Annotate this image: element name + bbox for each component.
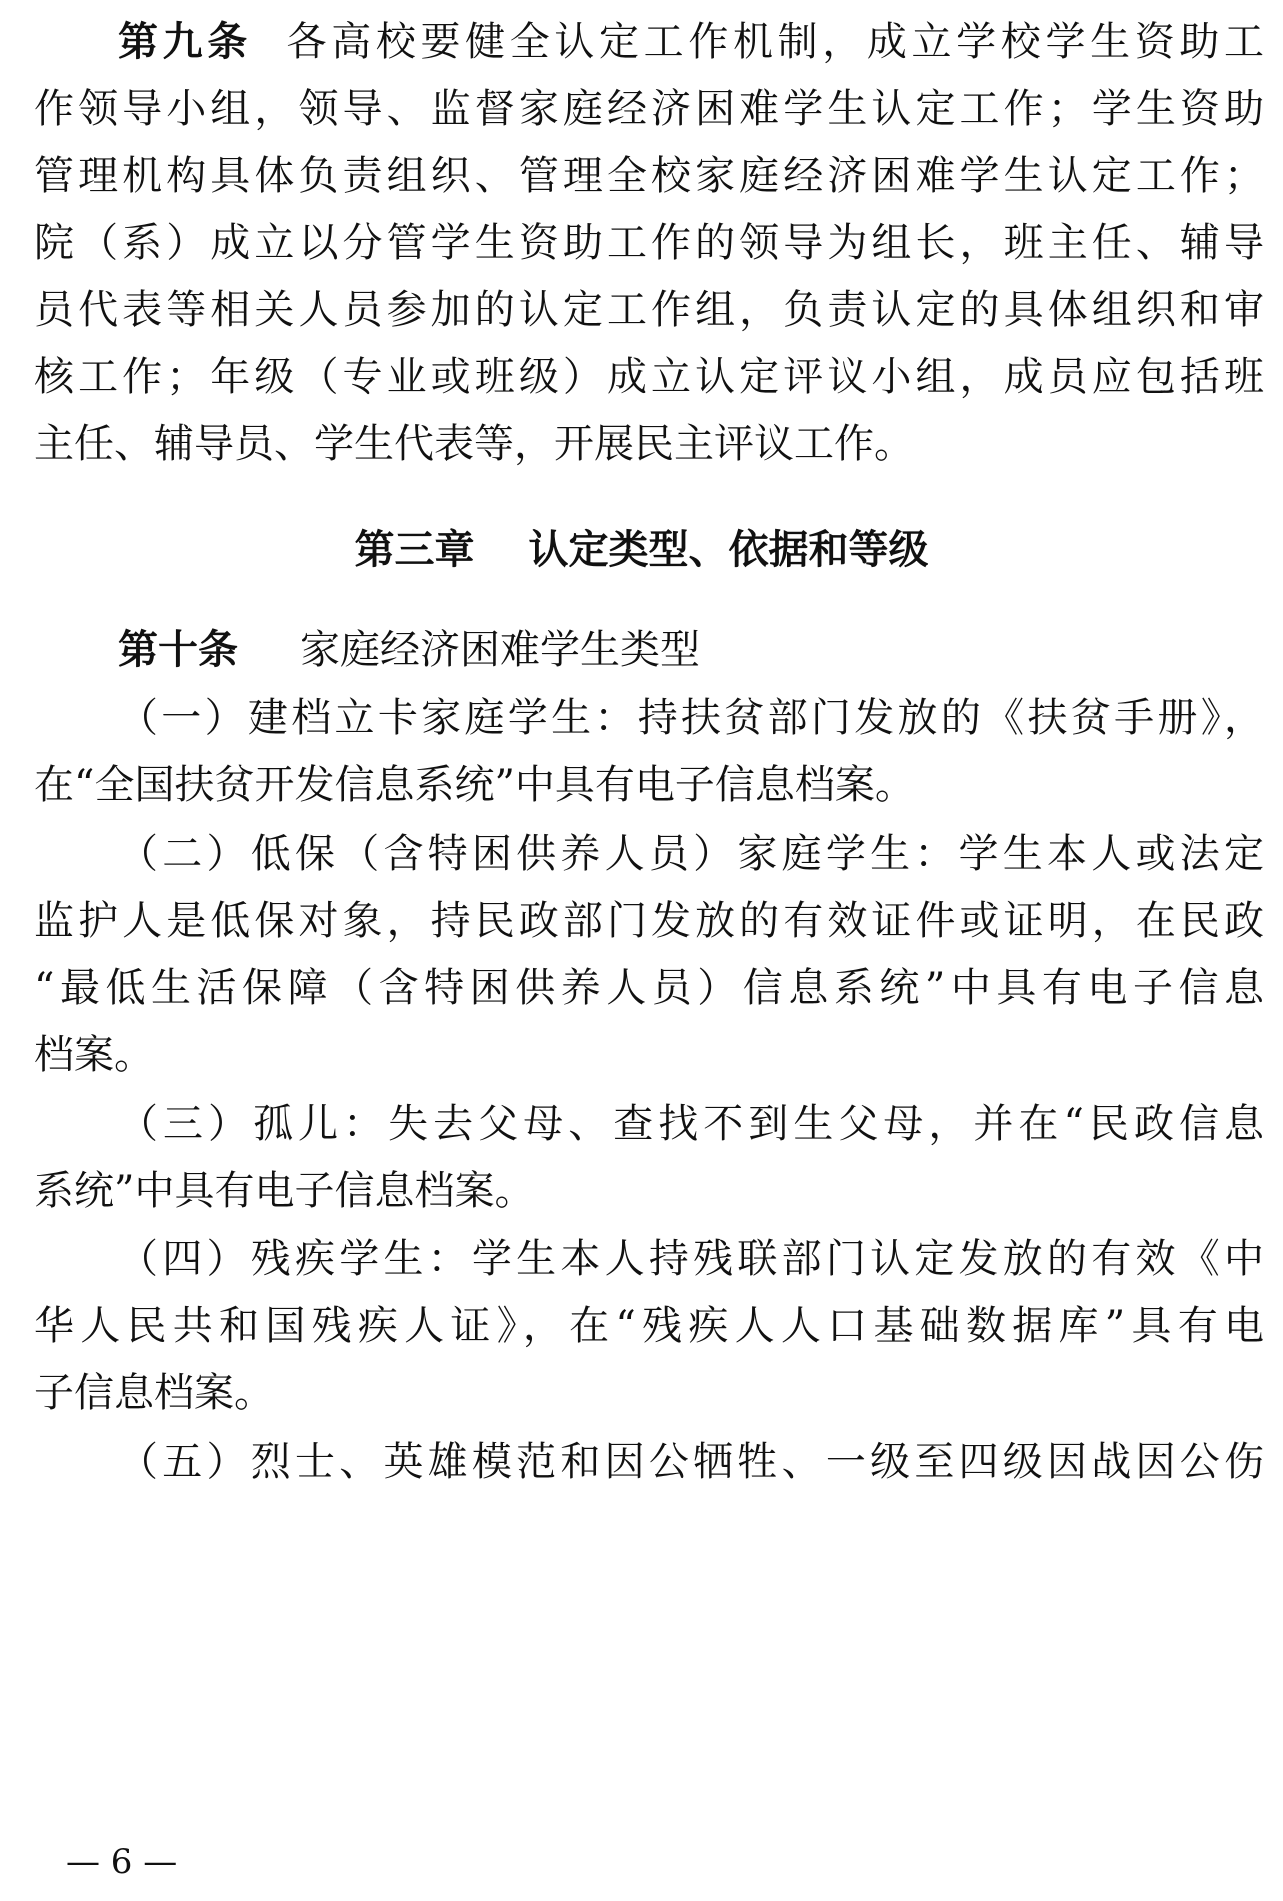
article9-line-3: 管理机构具体负责组织、管理全校家庭经济困难学生认定工作； (34, 153, 1264, 199)
item2-line-3: “最低生活保障（含特困供养人员）信息系统”中具有电子信息 (34, 965, 1264, 1011)
article9-line-7: 主任、辅导员、学生代表等，开展民主评议工作。 (34, 421, 914, 467)
item5-line-1: （五）烈士、英雄模范和因公牺牲、一级至四级因战因公伤 (118, 1439, 1264, 1485)
item1-line-1: （一）建档立卡家庭学生：持扶贫部门发放的《扶贫手册》， (118, 695, 1264, 741)
article9-line-5: 员代表等相关人员参加的认定工作组，负责认定的具体组织和审 (34, 287, 1264, 333)
article10-title: 家庭经济困难学生类型 (300, 627, 700, 673)
article9-label: 第九条 (118, 19, 252, 65)
item4-line-1: （四）残疾学生：学生本人持残联部门认定发放的有效《中 (118, 1236, 1264, 1282)
item3-line-2: 系统”中具有电子信息档案。 (34, 1168, 535, 1214)
article9-line-2: 作领导小组，领导、监督家庭经济困难学生认定工作；学生资助 (34, 86, 1264, 132)
article10-heading (118, 622, 700, 678)
chapter-heading: 第三章 认定类型、依据和等级 (354, 527, 929, 573)
article10-label: 第十条 (118, 627, 238, 673)
item2-line-2: 监护人是低保对象，持民政部门发放的有效证件或证明，在民政 (34, 898, 1264, 944)
item1-line-2: 在“全国扶贫开发信息系统”中具有电子信息档案。 (34, 762, 915, 808)
item3-line-1: （三）孤儿：失去父母、查找不到生父母，并在“民政信息 (118, 1101, 1264, 1147)
item2-line-4: 档案。 (34, 1032, 154, 1078)
item4-line-2: 华人民共和国残疾人证》，在“残疾人人口基础数据库”具有电 (34, 1303, 1264, 1349)
page-number: — 6 — (66, 1842, 178, 1882)
item4-line-3: 子信息档案。 (34, 1370, 274, 1416)
article9-line-6: 核工作；年级（专业或班级）成立认定评议小组，成员应包括班 (34, 354, 1264, 400)
item2-line-1: （二）低保（含特困供养人员）家庭学生：学生本人或法定 (118, 831, 1264, 877)
article9-line-4: 院（系）成立以分管学生资助工作的领导为组长，班主任、辅导 (34, 220, 1264, 266)
article9-line-1 (118, 14, 1264, 70)
article9-text-1: 各高校要健全认定工作机制，成立学校学生资助工 (281, 19, 1265, 65)
